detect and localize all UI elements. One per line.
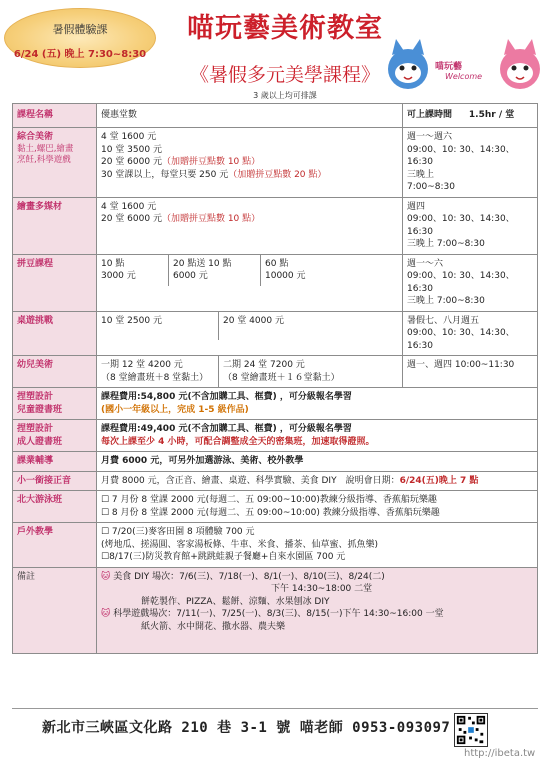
course-name: 兒童證書班 [17, 404, 63, 415]
food-schedule: 美食 DIY 場次：7/6(三)、7/18(一)、8/1(一)、8/10(三)、8/24(二) [113, 571, 385, 582]
price-line: 6000 元 [173, 271, 208, 281]
price-line [101, 169, 398, 182]
course-name-cell [13, 388, 97, 420]
page-subtitle: 《暑假多元美學課程》 [189, 64, 380, 86]
time-line: 09:00、10: 30、14:30、16:30 [407, 271, 515, 294]
badge-date: 6/24 (五) 晚上 7:30~8:30 [13, 49, 147, 60]
table-row [13, 567, 538, 653]
course-table [12, 103, 538, 654]
detail-cell [97, 388, 538, 420]
logo-brand: 喵玩藝 [435, 62, 463, 72]
science-items: 紙火箭、水中開花、撒水器、農夫樂 [141, 621, 286, 632]
detail-line: 課程費用:54,800 元(不含加購工具、框費) ，可分級報名學習 [101, 392, 352, 402]
course-name: 戶外教學 [13, 523, 97, 568]
time-cell [403, 311, 538, 356]
time-line: 三晚上 7:00~8:30 [407, 296, 485, 306]
price-columns [97, 255, 402, 286]
price-cell [97, 356, 403, 388]
price-line: （8 堂繪畫班＋１６堂黏土） [223, 372, 340, 383]
time-line: 7:00~8:30 [407, 182, 455, 192]
price-line: 4 堂 1600 元 [101, 132, 157, 142]
course-name: 北大游泳班 [13, 491, 97, 523]
badge-title: 暑假體驗課 [52, 23, 108, 36]
time-cell [403, 254, 538, 311]
table-row [13, 197, 538, 254]
watermark: http://ibeta.tw [464, 748, 536, 759]
detail-line: 每次上課至少 4 小時，可配合調整成全天的密集班，加速取得證照。 [101, 436, 375, 447]
cat-icon: 🐱 [101, 609, 111, 619]
time-line: 週四 [407, 201, 426, 212]
time-line: 週一～週六 [407, 132, 453, 142]
course-name: 成人證書班 [17, 436, 63, 447]
table-row [13, 471, 538, 491]
detail-cell [97, 491, 538, 523]
age-note: 3 歲以上均可排課 [253, 91, 317, 100]
course-name: 繪畫多媒材 [13, 197, 97, 254]
price-option [169, 255, 261, 286]
time-line: 週一、週四 10:00~11:30 [407, 360, 515, 370]
time-cell [403, 197, 538, 254]
price-columns [97, 312, 402, 340]
info-session-date: 6/24(五)晚上 7 點 [399, 475, 479, 486]
header-time-label: 可上課時間 [407, 110, 453, 121]
price-line: 4 堂 1600 元 [101, 201, 157, 212]
logo-welcome: Welcome [445, 72, 483, 81]
table-row [13, 452, 538, 472]
price-cell [97, 128, 403, 198]
outing-detail: (烤地瓜、搓湯圓、客家湯板條、牛車、米食、播茶、仙草蜜、抓魚樂) [101, 539, 379, 550]
detail-cell: 月費 6000 元，可另外加選游泳、美術、校外教學 [97, 452, 538, 472]
detail-text: 月費 8000 元，含正音、繪畫、桌遊、科學實驗、美食 DIY 說明會日期： [101, 475, 400, 486]
outing-option: ☐8/17(三)防災教育館+跳跳蛙親子餐廳+自來水園區 700 元 [101, 552, 346, 562]
detail-cell [97, 420, 538, 452]
header-price: 優惠堂數 [97, 104, 403, 128]
price-cell [97, 197, 403, 254]
science-line [101, 608, 533, 621]
qr-code-icon[interactable] [454, 713, 488, 747]
header-duration: 1.5hr / 堂 [468, 110, 515, 121]
table-row [13, 254, 538, 311]
price-line: 10 點 [101, 258, 125, 269]
time-cell [403, 128, 538, 198]
time-line: 暑假七、八月週五 [407, 315, 480, 326]
science-schedule: 科學遊戲場次：7/11(一)、7/25(一)、8/3(三)、8/15(一)下午 14:30~16:00 一堂 [113, 609, 444, 619]
mascot-logo [382, 35, 548, 100]
notes-label: 備註 [13, 567, 97, 653]
header-time [403, 104, 538, 128]
course-name: 拼豆課程 [13, 254, 97, 311]
price-line [101, 213, 398, 226]
table-row [13, 388, 538, 420]
course-name-cell [13, 128, 97, 198]
price-columns [97, 356, 402, 387]
bonus-text: （加贈拼豆點數 10 點） [161, 157, 261, 167]
promo-badge [4, 8, 156, 68]
price-text: 30 堂課以上，每堂只要 250 元 [101, 169, 229, 180]
price-line: 10000 元 [265, 271, 306, 281]
table-row [13, 128, 538, 198]
course-name: 綜合美術 [17, 132, 54, 142]
course-name: 小一銜接正音 [13, 471, 97, 491]
price-option [219, 356, 344, 387]
detail-cell [97, 471, 538, 491]
course-subtitle: 烹飪,科學遊戲 [17, 154, 71, 165]
course-name: 捏塑設計 [17, 424, 54, 434]
time-line: 09:00、10: 30、14:30、16:30 [407, 214, 515, 237]
time-line: 週一～六 [407, 258, 444, 269]
footer [12, 708, 538, 746]
food-items: 餅乾製作、PIZZA、鬆餅、涼麵、水果刨冰 DIY [141, 596, 330, 607]
time-line: 三晚上 7:00~8:30 [407, 239, 485, 249]
price-cell [97, 311, 403, 356]
price-option: 10 堂 2500 元 [97, 312, 219, 340]
time-line: 三晚上 [407, 169, 435, 180]
swim-option-july: ☐ 7 月份 8 堂課 2000 元(每週二、五 09:00~10:00)教練分級指導、香蕉船玩樂趣 [101, 495, 437, 505]
detail-cell [97, 523, 538, 568]
time-cell [403, 356, 538, 388]
course-name-cell [13, 420, 97, 452]
course-name: 課業輔導 [13, 452, 97, 472]
table-row [13, 523, 538, 568]
price-text: 20 堂 6000 元 [101, 157, 162, 167]
time-line: 09:00、10: 30、14:30、16:30 [407, 328, 515, 351]
course-name: 桌遊挑戰 [13, 311, 97, 356]
header-course-name: 課程名稱 [13, 104, 97, 128]
price-text: 20 堂 6000 元 [101, 214, 162, 224]
course-name: 捏塑設計 [17, 392, 54, 402]
price-line: （8 堂繪畫班＋8 堂黏土） [101, 372, 209, 383]
price-line: 一期 12 堂 4200 元 [101, 360, 183, 370]
price-option: 20 堂 4000 元 [223, 315, 284, 326]
contact-address: 新北市三峽區文化路 210 巷 3-1 號 喵老師 0953-093097 [42, 720, 451, 736]
table-row [13, 420, 538, 452]
detail-line: 課程費用:49,400 元(不含加購工具、框費) ，可分級報名學習 [101, 424, 352, 434]
swim-option-august: ☐ 8 月份 8 堂課 2000 元(每週二、五 09:00~10:00) 教練分級指導、香蕉船玩樂趣 [101, 507, 440, 518]
time-line: 09:00、10: 30、14:30、16:30 [407, 144, 515, 167]
table-row [13, 311, 538, 356]
table-row [13, 491, 538, 523]
food-time: 下午 14:30~18:00 二堂 [271, 584, 373, 594]
course-subtitle: 黏土,螺巴,繪畫 [17, 143, 74, 154]
bonus-text: （加贈拼豆點數 20 點） [228, 169, 327, 180]
price-option [261, 255, 310, 286]
bonus-text: （加贈拼豆點數 10 點） [161, 214, 261, 224]
price-option [97, 356, 219, 387]
price-line [101, 156, 398, 169]
detail-line: (國小一年級以上，完成 1-5 級作品) [101, 404, 249, 415]
price-line: 10 堂 3500 元 [101, 144, 162, 155]
mascot-illustration [382, 35, 548, 100]
table-header-row [13, 104, 538, 128]
course-name: 幼兒美術 [13, 356, 97, 388]
price-cell [97, 254, 403, 311]
food-line [101, 571, 533, 584]
page-title: 喵玩藝美術教室 [187, 13, 383, 44]
price-line: 3000 元 [101, 271, 136, 281]
price-line: 20 點送 10 點 [173, 258, 232, 269]
outing-option: ☐ 7/20(三)麥客田園 8 項體驗 700 元 [101, 527, 255, 537]
price-option [97, 255, 169, 286]
cat-icon: 🐱 [101, 571, 111, 582]
price-line: 60 點 [265, 258, 289, 269]
table-row [13, 356, 538, 388]
notes-cell [97, 567, 538, 653]
price-line: 二期 24 堂 7200 元 [223, 360, 305, 370]
